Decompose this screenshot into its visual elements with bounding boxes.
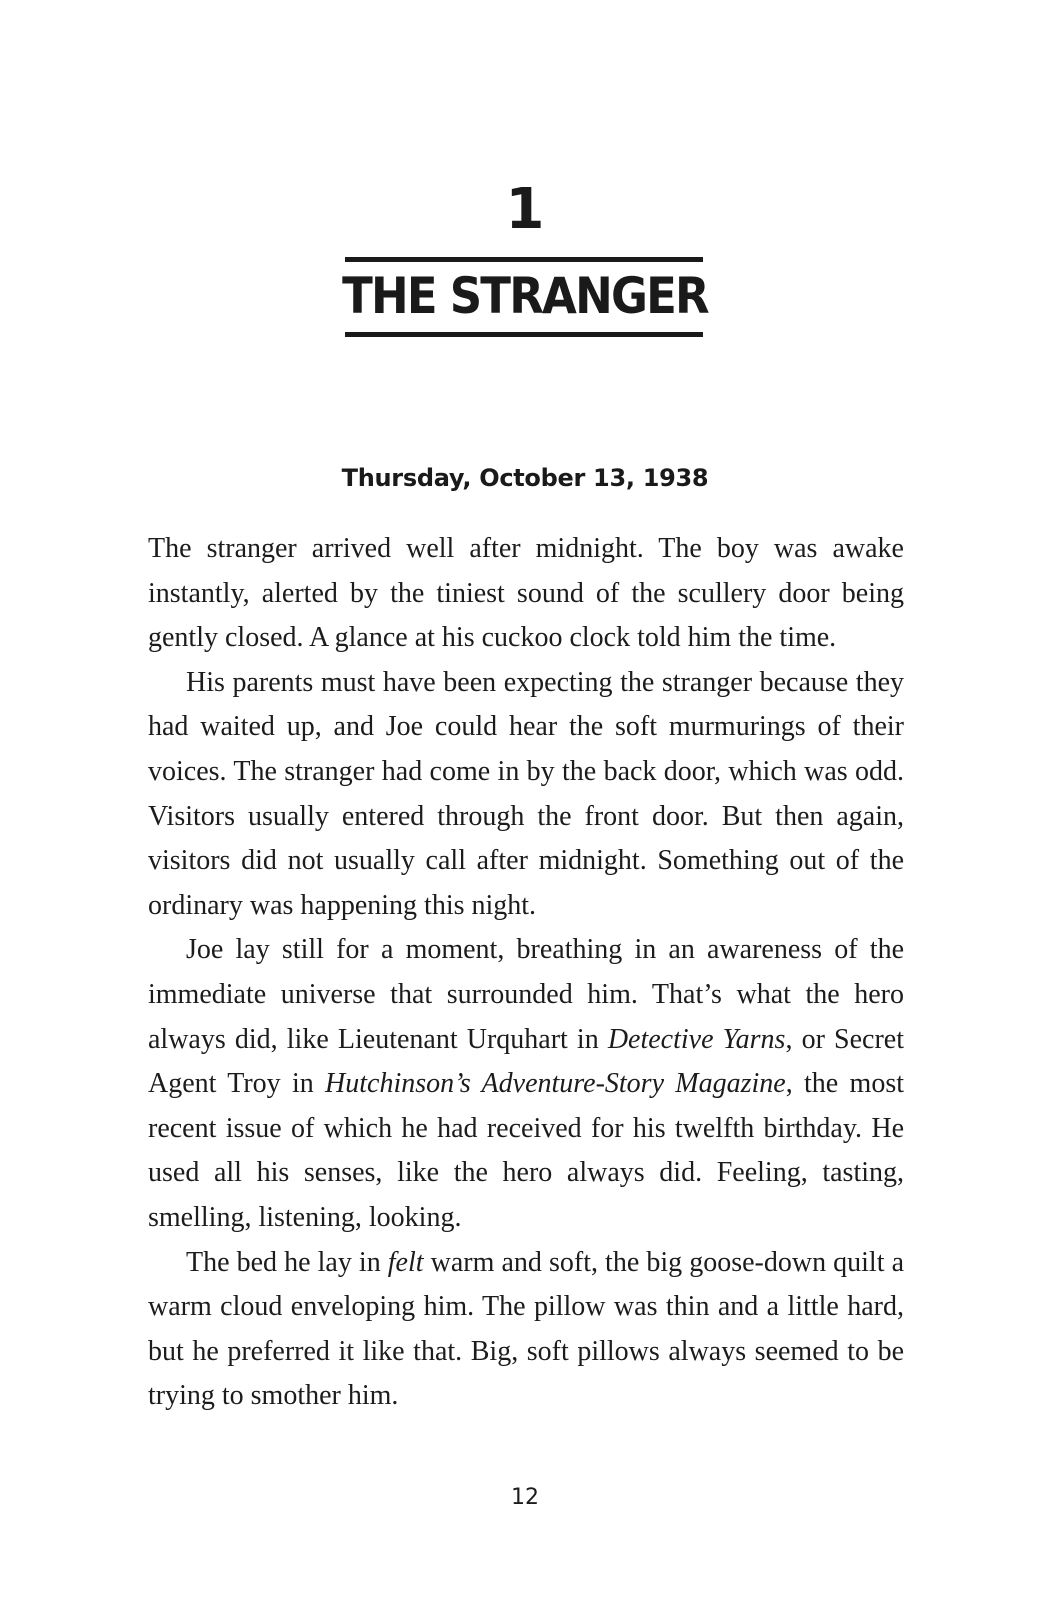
paragraph-text: warm and soft, the big goose-down quilt a warm cloud enveloping him. The pillow was thin and a little hard, but he preferred it like that. Big, soft pillows always seemed to be trying to smother him. [148, 1246, 904, 1412]
paragraph-1 [148, 527, 904, 661]
italic-emphasis-felt: felt [387, 1246, 424, 1278]
paragraph-text: His parents must have been expecting the stranger because they had waited up, and Joe could hear the soft murmurings of their voices. The stranger had come in by the back door, which was odd. Visitors usually entered through the front door. But then again, visitors did not usually call after midnight. Something out of the ordinary was happening this night. [148, 666, 904, 921]
chapter-title: THE STRANGER [342, 267, 708, 325]
page-number: 12 [511, 1485, 539, 1510]
title-rule-bottom [345, 332, 703, 337]
paragraph-text: Joe lay still for a moment, breathing in an awareness of the immediate universe that surrounded him. That’s what the hero always did, like Lieutenant Urquhart in [148, 934, 904, 1055]
chapter-date: Thursday, October 13, 1938 [341, 464, 709, 492]
paragraph-4 [148, 1241, 904, 1419]
title-rule-top [345, 257, 703, 262]
paragraph-text: The bed he lay in [186, 1246, 388, 1278]
paragraph-text: The stranger arrived well after midnight. The boy was awake instantly, alerted by the tiniest sound of the scullery door being gently closed. A glance at his cuckoo clock told him the time. [148, 533, 904, 654]
paragraph-3 [148, 928, 904, 1240]
paragraph-2 [148, 661, 904, 929]
italic-title-detective-yarns: Detective Yarns [607, 1023, 786, 1055]
paragraph-text: , the most recent issue of which he had received for his twelfth birthday. He used all his senses, like the hero always did. Feeling, tasting, smelling, listening, looking. [148, 1068, 904, 1233]
paragraph-text: , or Secret Agent Troy in [148, 1023, 904, 1100]
chapter-number: 1 [505, 177, 545, 242]
italic-title-hutchinsons-magazine: Hutchinson’s Adventure-Story Magazine [325, 1068, 786, 1100]
body-text [148, 527, 904, 1419]
